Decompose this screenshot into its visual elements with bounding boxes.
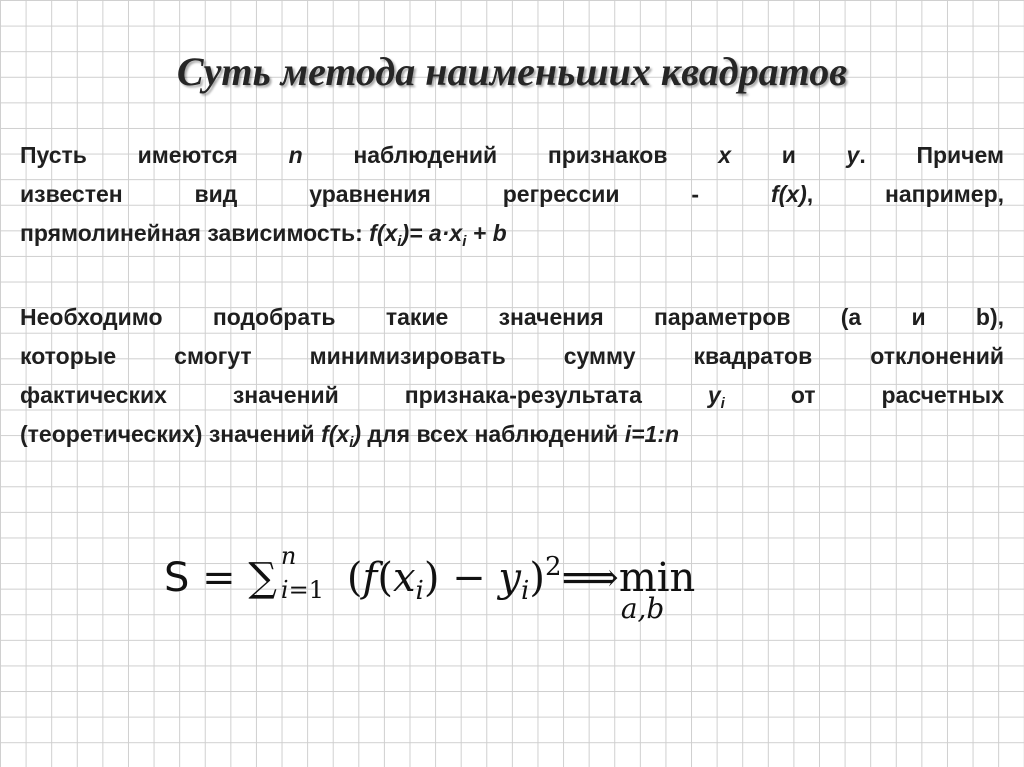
sum-symbol: ∑ xyxy=(248,555,277,601)
index-range: i=1:n xyxy=(624,421,680,447)
var-yi: $y_i$ xyxy=(707,382,725,412)
implies-arrow: ⟹ xyxy=(561,555,619,601)
regression-equation: $f(x_i)= a\cdot x_i + b$ xyxy=(369,220,507,250)
min-operator: min a,b xyxy=(618,555,696,625)
min-subscript: a,b xyxy=(620,592,665,625)
formula-lhs: S xyxy=(164,555,190,601)
function-fxi: $f(x_i)$ xyxy=(321,421,362,451)
least-squares-formula: S = ∑ n i=1 ($f(x_i)$ − $y_i)^2⟹\min$ a,b xyxy=(164,542,696,625)
paragraph-goal xyxy=(20,298,1004,454)
paragraph-intro-line-1: Пусть имеются n наблюдений признаков x и y. Причем xyxy=(20,142,1005,168)
sum-upper-limit: n xyxy=(280,542,297,570)
function-fx: f(x) xyxy=(770,181,807,207)
var-y: y xyxy=(846,142,860,168)
slide-title: Суть метода наименьших квадратов xyxy=(176,49,848,94)
paragraph-goal-line-1: Необходимо подобрать такие значения параметров (a и b), xyxy=(20,304,1004,330)
var-n: n xyxy=(288,142,303,168)
paragraph-goal-line-2: которые смогут минимизировать сумму квадратов отклонений xyxy=(20,343,1004,369)
paragraph-goal-line-3: фактических значений признака-результата $y_i$ от расчетных xyxy=(20,382,1004,412)
power: 2 xyxy=(544,552,562,582)
paragraph-intro xyxy=(20,136,1004,253)
sum-lower-limit: i=1 xyxy=(280,576,324,604)
paragraph-goal-line-4: (теоретических) значений $f(x_i)$ для всех наблюдений i=1:n xyxy=(20,421,680,451)
paragraph-intro-line-3: прямолинейная зависимость: $f(x_i)= a\cdot x_i + b$ xyxy=(20,220,507,250)
sum-limits xyxy=(277,542,347,608)
paragraph-intro-line-2: известен вид уравнения регрессии - f(x), например, xyxy=(20,181,1005,207)
var-x: x xyxy=(718,142,731,168)
